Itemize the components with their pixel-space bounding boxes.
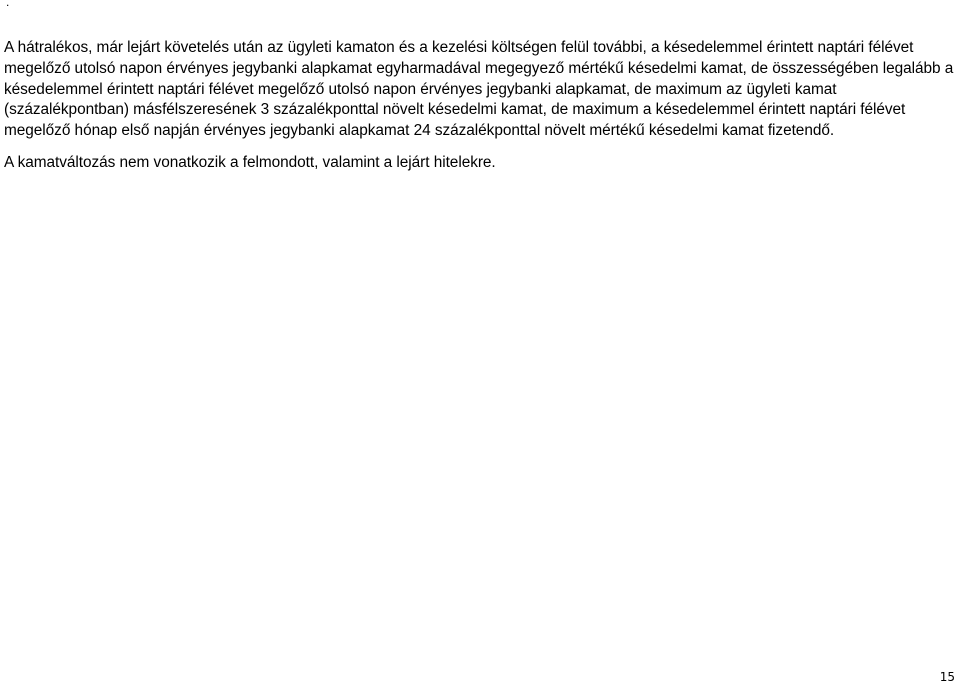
page-number: 15 [939,670,955,684]
top-mark: . [6,0,10,9]
paragraph-late-interest: A hátralékos, már lejárt követelés után az ügyleti kamaton és a kezelési költségen felül további, a késedelemmel érintett naptári félévet megelőző utolsó napon érvényes jegybanki alapkamat egyharmadával megegyező mértékű késedelmi kamat, de összességében legalább a késedelemmel érintett naptári félévet megelőző utolsó napon érvényes jegybanki alapkamat, de maximum az ügyleti kamat (százalékpontban) másfélszeresének 3 százalékponttal növelt késedelmi kamat, de maximum a késedelemmel érintett naptári félévet megelőző hónap első napján érvényes jegybanki alapkamat 24 százalékponttal növelt mértékű késedelmi kamat fizetendő. [4,39,954,140]
document-body [4,38,956,174]
paragraph-interest-change: A kamatváltozás nem vonatkozik a felmondott, valamint a lejárt hitelekre. [4,153,496,171]
